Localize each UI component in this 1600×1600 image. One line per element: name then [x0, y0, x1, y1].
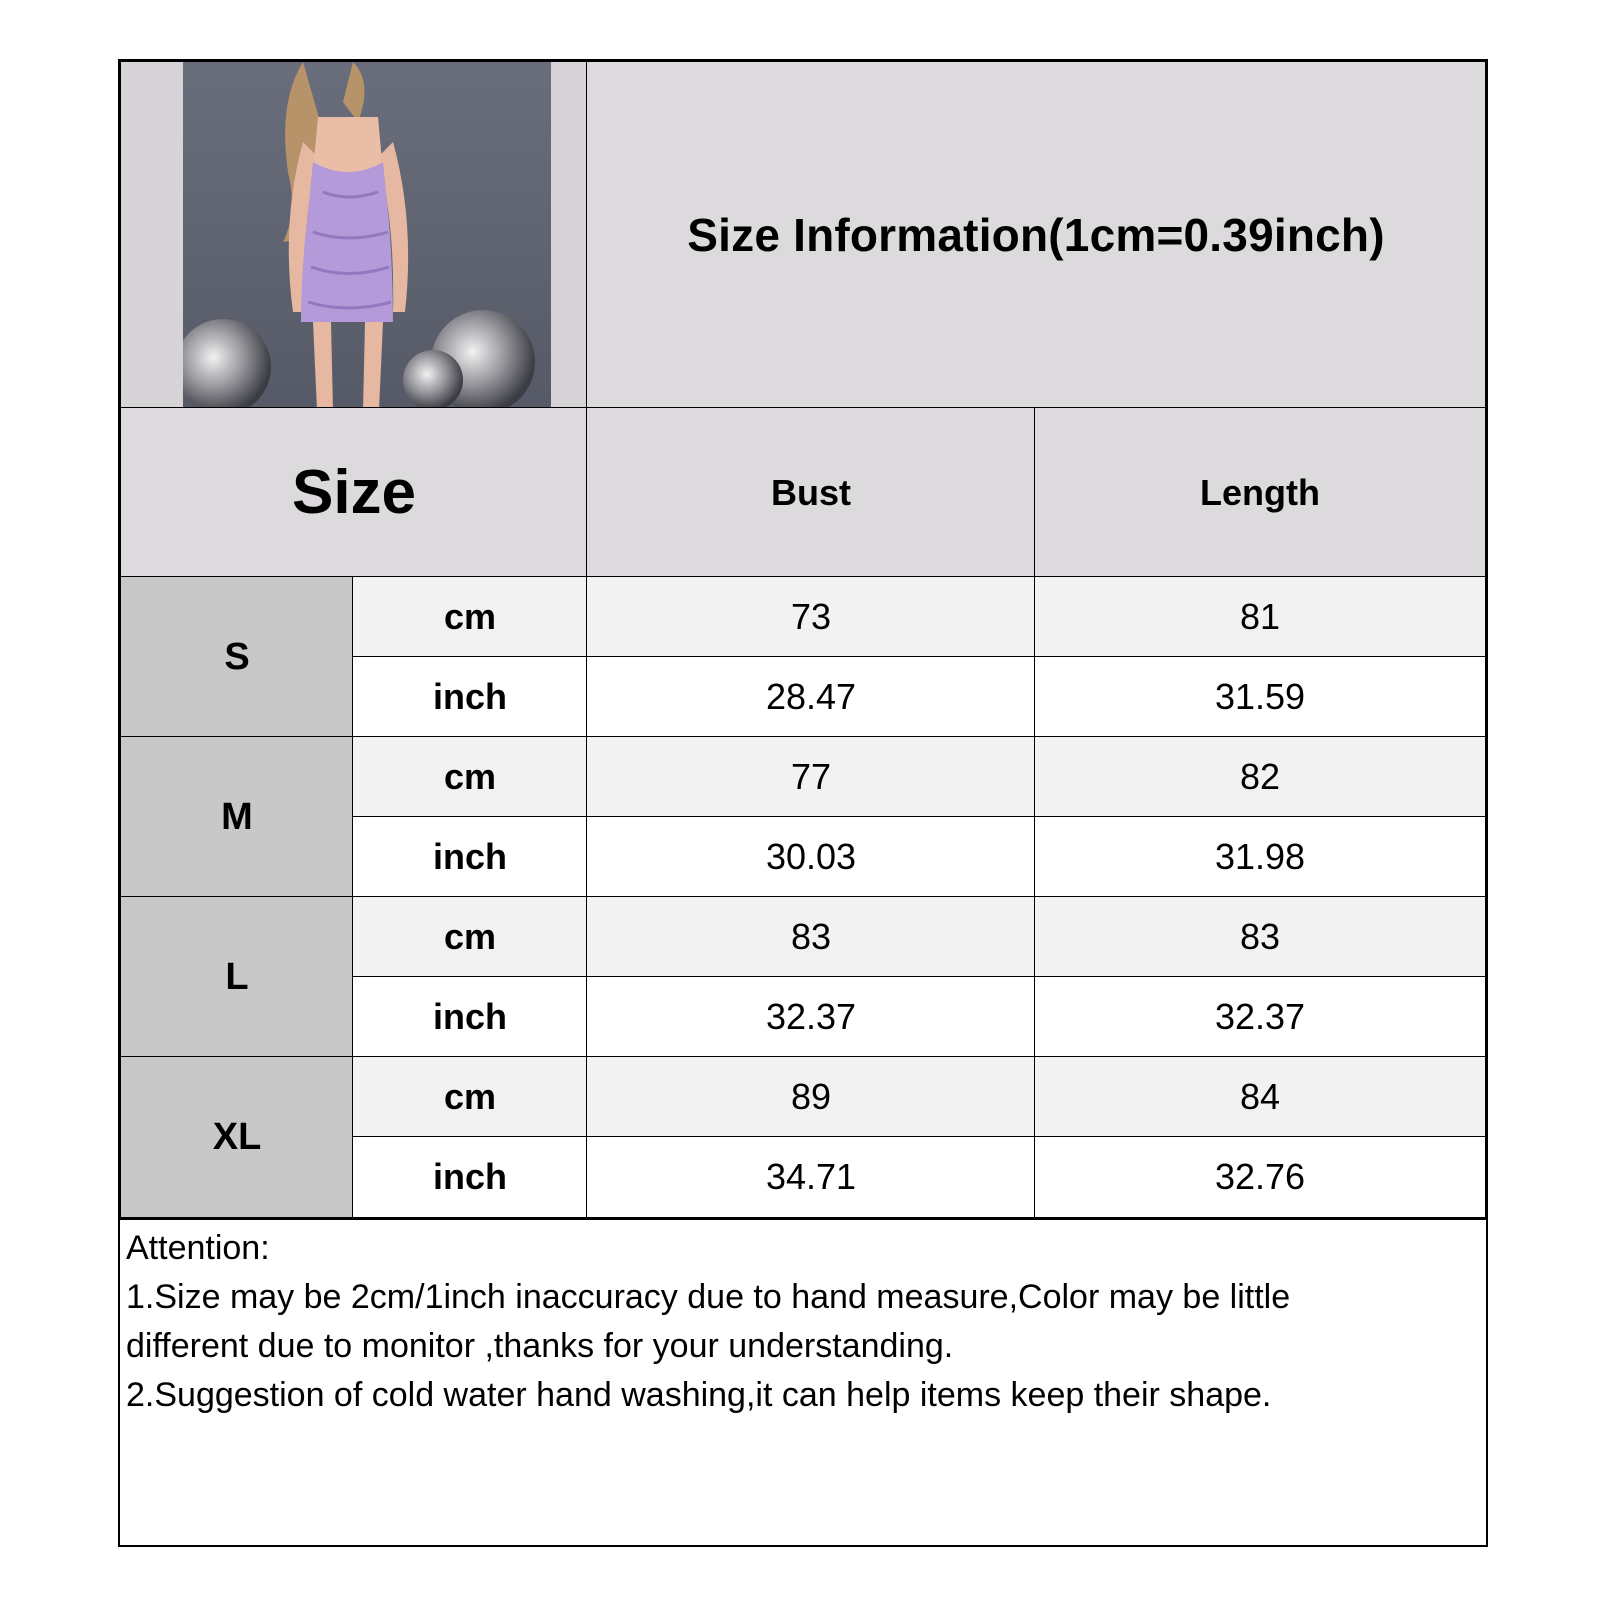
- size-header-label: Size: [291, 458, 417, 527]
- unit-cm: cm: [352, 576, 588, 658]
- unit-inch: inch: [352, 1136, 588, 1218]
- unit-cm: cm: [352, 736, 588, 818]
- bust-header-label: Bust: [771, 471, 851, 513]
- title-cell: [586, 61, 1486, 409]
- bust-value: 89: [586, 1056, 1036, 1138]
- bust-value: 28.47: [586, 656, 1036, 738]
- page-title: Size Information(1cm=0.39inch): [687, 209, 1385, 261]
- size-chart: [118, 59, 1488, 1547]
- bust-column-header: [586, 407, 1036, 578]
- bust-value: 30.03: [586, 816, 1036, 898]
- length-value: 81: [1034, 576, 1486, 658]
- bust-value: 73: [586, 576, 1036, 658]
- attention-notes: [120, 1218, 1486, 1545]
- product-photo: [183, 62, 551, 410]
- unit-cm: cm: [352, 1056, 588, 1138]
- notes-line-1: 1.Size may be 2cm/1inch inaccuracy due to hand measure,Color may be little: [126, 1278, 1291, 1316]
- bust-value: 83: [586, 896, 1036, 978]
- unit-inch: inch: [352, 816, 588, 898]
- size-label-s: S: [120, 576, 354, 738]
- length-value: 31.98: [1034, 816, 1486, 898]
- length-value: 32.37: [1034, 976, 1486, 1058]
- length-header-label: Length: [1200, 471, 1320, 513]
- bust-value: 77: [586, 736, 1036, 818]
- length-value: 82: [1034, 736, 1486, 818]
- length-value: 32.76: [1034, 1136, 1486, 1218]
- notes-line-2: different due to monitor ,thanks for your understanding.: [126, 1327, 954, 1365]
- bust-value: 32.37: [586, 976, 1036, 1058]
- unit-inch: inch: [352, 976, 588, 1058]
- length-value: 84: [1034, 1056, 1486, 1138]
- notes-heading: Attention:: [126, 1229, 270, 1267]
- size-column-header: [120, 407, 588, 578]
- model-in-purple-dress-image: [183, 62, 551, 410]
- size-label-m: M: [120, 736, 354, 898]
- notes-line-3: 2.Suggestion of cold water hand washing,it can help items keep their shape.: [126, 1376, 1272, 1414]
- unit-cm: cm: [352, 896, 588, 978]
- size-label-xl: XL: [120, 1056, 354, 1218]
- length-column-header: [1034, 407, 1486, 578]
- length-value: 83: [1034, 896, 1486, 978]
- size-label-l: L: [120, 896, 354, 1058]
- length-value: 31.59: [1034, 656, 1486, 738]
- product-photo-cell: [120, 61, 588, 409]
- unit-inch: inch: [352, 656, 588, 738]
- bust-value: 34.71: [586, 1136, 1036, 1218]
